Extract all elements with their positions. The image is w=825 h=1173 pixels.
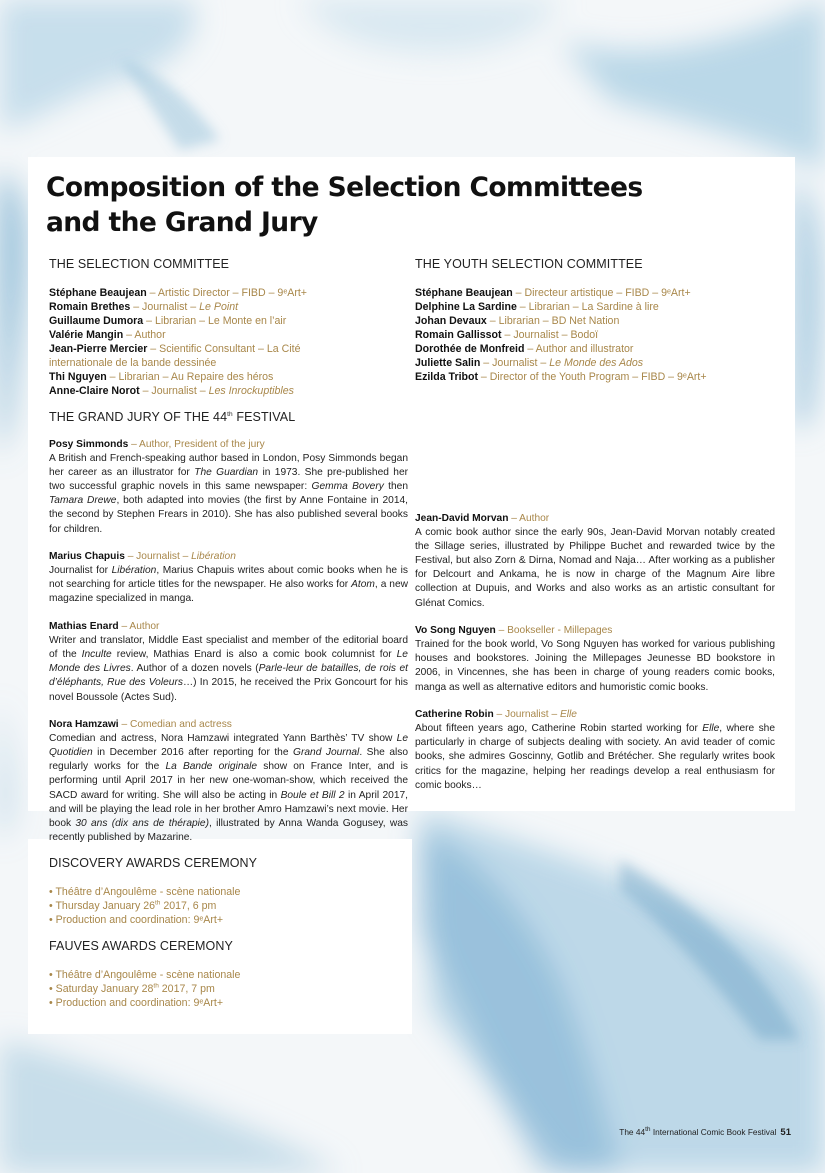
member-role: – Author [123,329,166,341]
list-item: • Théâtre d’Angoulême - scène nationale [49,969,241,981]
member-name: Ezilda Tribot [415,371,478,383]
date-text: • Thursday January 26 [49,900,155,912]
bio-italic: Inculte [81,649,112,661]
member-role: – Author and illustrator [524,343,634,355]
jury-role: – Author, President of the jury [128,439,265,450]
bio-text: , both adapted into movies (the first by Anne Fontaine in 2014, the second by Stephen Frears in 2010). She has also published several books for children. [49,495,408,535]
member-role: – Librarian – Au Repaire des héros [106,371,274,383]
jury-entry-jean-david [415,512,775,611]
member-name: Anne-Claire Norot [49,385,140,397]
footer-text-suffix: International Comic Book Festival [650,1127,777,1137]
member-name: Valérie Mangin [49,329,124,341]
bio-italic: The Guardian [194,467,259,479]
jury-role: – Journalist – [124,551,192,563]
selection-committee-list [49,286,379,398]
jury-role: – Journalist – [493,709,560,721]
member-role: – Scientific Consultant – La Cité internationale de la bande dessinée [49,343,301,369]
jury-name: Vo Song Nguyen [415,625,496,637]
list-item: • Production and coordination: 9ᵉArt+ [49,997,224,1009]
bio-text: in April 2017, and will be playing the lead role in her brother Amro Hamzawi’s next movie. Her book [49,789,409,829]
page-title-line1: Composition of the Selection Committees [46,172,643,203]
list-item [49,300,379,314]
list-item: • Théâtre d’Angoulême - scène nationale [49,886,241,898]
jury-role: – Comedian and actress [118,719,232,731]
jury-role-publication: Libération [191,551,236,563]
member-role: – Librarian – La Sardine à lire [516,301,659,313]
list-item [49,384,379,398]
jury-name: Marius Chapuis [49,551,125,563]
jury-entry-header [49,621,159,632]
member-role: – Librarian – BD Net Nation [486,315,620,327]
bio-text: . She also regularly works for the [49,747,409,773]
list-item [415,286,785,300]
bio-text: Writer and translator, Middle East specialist and member of the editorial board of the [49,635,408,661]
member-role: – Journalist – [480,357,550,369]
list-item [415,370,785,384]
list-item [49,328,379,342]
jury-entry-header [49,551,236,562]
page-number: 51 [780,1127,791,1138]
fauves-heading: FAUVES AWARDS CEREMONY [49,939,233,953]
list-item [49,314,379,328]
bio-italic: Boule et Bill 2 [280,789,345,801]
bio-text: …) In 2015, he received the Prix Goncourt for his novel Boussole (Actes Sud). [49,677,408,703]
member-role-publication: Le Point [199,301,239,313]
list-item [49,982,240,996]
jury-entry-mathias [49,620,408,705]
member-name: Romain Gallissot [415,329,502,341]
member-name: Romain Brethes [49,301,131,313]
list-item [415,356,785,370]
member-role: – Artistic Director – FIBD – 9ᵉArt+ [146,287,307,299]
bio-italic: 30 ans (dix ans de thérapie) [75,817,209,829]
footer-text: The 44 [619,1127,646,1137]
bio-text: , a new magazine specialized in manga. [49,579,408,605]
bio-text: in 1973. She pre-published her two successful graphic novels in this same newspaper: [49,467,409,493]
member-role-publication: Les Inrockuptibles [208,385,294,397]
jury-entry-header [415,709,577,720]
bio-italic: Elle [702,723,720,735]
jury-name: Mathias Enard [49,621,119,633]
page-footer [619,1127,791,1138]
bio-text: then [383,481,408,493]
jury-entry-header [415,513,549,524]
jury-role: – Author [508,513,550,524]
youth-committee-list [415,286,785,384]
bio-text: A British and French-speaking author based in London, Posy Simmonds began her career as an illustrator for [49,453,408,479]
bio-text: , where she particularly in charge of subjects dealing with society. An avid teader of comic books, she admires Goscinny, Gotlib and Brétécher. She regularly writes book critics for the magazine, helping her readings develop a real enthusiasm for comic books… [415,723,776,791]
bio-text: A comic book author since the early 90s, Jean-David Morvan notably created the Sillage series, illustrated by Philippe Buchet and rewarded twice by the Festival, but also Zorn & Dirna, Nomad and Naja… After working as a publisher for Delcourt and Ankama, he is now in charge of the Magnum Aire libre collection at Dupuis, and Works and also works as an artistic consultant for Glénat Comics. [415,527,775,609]
jury-entry-marius [49,550,408,606]
jury-name: Posy Simmonds [49,439,129,450]
jury-name: Catherine Robin [415,709,494,721]
footer-sup: th [645,1126,651,1134]
jury-entry-header [49,439,265,450]
jury-name: Nora Hamzawi [49,719,119,731]
list-item: • Production and coordination: 9ᵉArt+ [49,914,224,926]
grand-jury-heading-text: THE GRAND JURY OF THE 44 [49,410,228,424]
bio-italic: Parle-leur de batailles, de rois et d’éléphants, Rue des Voleurs [49,663,408,689]
date-suffix: 2017, 6 pm [160,900,217,912]
bio-italic: Tamara Drewe [49,495,117,507]
list-item [49,370,379,384]
member-role: – Directeur artistique – FIBD – 9ᵉArt+ [512,287,691,299]
grand-jury-heading-sup: th [227,410,233,418]
list-item [415,342,785,356]
bio-text: in December 2016 after reporting for the [92,747,294,759]
member-name: Johan Devaux [415,315,487,327]
jury-entry-header [49,719,232,730]
jury-entry-header [415,625,612,636]
member-name: Delphine La Sardine [415,301,517,313]
bio-text: , Marius Chapuis writes about comic books when he is not searching for article titles for the newspaper. He also works for [49,565,408,591]
jury-right-column [415,512,775,806]
jury-entry-nora [49,718,408,845]
member-role: – Journalist – [130,301,200,313]
jury-entry-posy [49,438,408,537]
member-name: Guillaume Dumora [49,315,144,327]
bio-italic: Atom [351,579,375,591]
bio-italic: Le Quotidien [49,733,408,759]
list-item [49,899,240,913]
bio-italic: Grand Journal [293,747,360,759]
list-item [49,342,324,370]
fauves-details [49,968,240,1010]
member-role: – Journalist – [139,385,209,397]
date-sup: th [154,899,161,907]
jury-entry-catherine [415,708,775,793]
jury-role: – Bookseller - Millepages [495,625,613,637]
list-item [415,328,785,342]
grand-jury-heading-suffix: FESTIVAL [232,410,296,424]
bio-italic: Libération [111,565,157,577]
page-title-line2: and the Grand Jury [46,207,318,238]
discovery-details [49,885,240,927]
member-name: Juliette Salin [415,357,481,369]
jury-entry-vo-song [415,624,775,694]
jury-name: Jean-David Morvan [415,513,509,524]
member-role-publication: Le Monde des Ados [549,357,644,369]
date-text: • Saturday January 28 [49,983,154,995]
bio-italic: La Bande originale [165,761,258,773]
jury-left-column [49,438,408,858]
bio-text: Trained for the book world, Vo Song Nguyen has worked for various publishing houses and bookstores. Joining the Millepages Jeunesse BD bookstore in 2006, in Vincennes, she has been in charge of young readers comic books, manga as well as alternative editors and humoristic comic books. [415,639,775,693]
list-item [415,314,785,328]
youth-committee-heading: THE YOUTH SELECTION COMMITTEE [415,257,643,271]
member-role: – Journalist – Bodoï [501,329,599,341]
member-name: Stéphane Beaujean [415,287,513,299]
bio-text: Journalist for [49,565,112,577]
member-name: Thi Nguyen [49,371,107,383]
member-name: Stéphane Beaujean [49,287,147,299]
discovery-heading: DISCOVERY AWARDS CEREMONY [49,856,258,870]
date-sup: th [153,982,159,990]
bio-text: review, Mathias Enard is also a comic book columnist for [111,649,397,661]
member-role: – Director of the Youth Program – FIBD – 9ᵉArt+ [477,371,707,383]
jury-role-publication: Elle [559,709,577,721]
member-name: Jean-Pierre Mercier [49,343,148,355]
jury-role: – Author [118,621,160,633]
bio-text: Comedian and actress, Nora Hamzawi integrated Yann Barthès’ TV show [49,733,397,745]
list-item [49,286,379,300]
bio-text: . Author of a dozen novels ( [130,663,259,675]
bio-text: show on France Inter, and is performing until April 2017 in her new one-woman-show, which received the SACD award for writing. She will also be acting in [49,761,409,801]
member-role: – Librarian – Le Monte en l’air [143,315,287,327]
bio-italic: Gemma Bovery [311,481,384,493]
bio-text: About fifteen years ago, Catherine Robin started working for [415,723,703,735]
date-suffix: 2017, 7 pm [158,983,215,995]
page-title [46,170,746,240]
selection-committee-heading: THE SELECTION COMMITTEE [49,257,230,271]
bio-text: , illustrated by Anna Wanda Gogusey, was recently published by Mazarine. [49,817,409,843]
bio-italic: Le Monde des Livres [49,649,408,675]
member-name: Dorothée de Monfreid [415,343,525,355]
grand-jury-heading [49,410,295,424]
list-item [415,300,785,314]
